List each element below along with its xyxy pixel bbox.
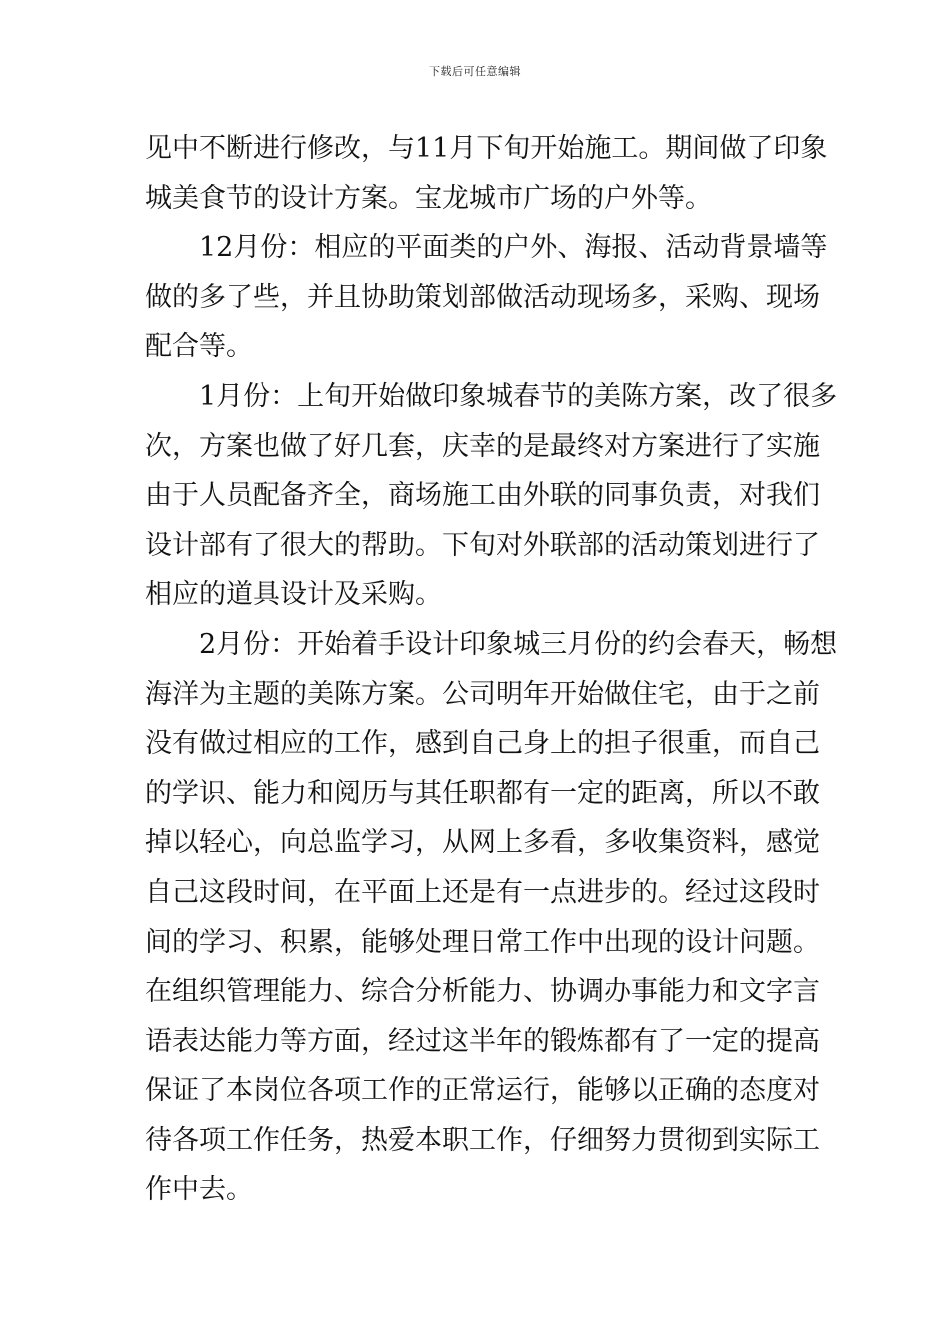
text-line: 保证了本岗位各项工作的正常运行，能够以正确的态度对: [145, 1075, 820, 1107]
text-line: 语表达能力等方面，经过这半年的锻炼都有了一定的提高: [145, 1025, 820, 1057]
text-line: 做的多了些，并且协助策划部做活动现场多，采购、现场: [145, 281, 820, 313]
text-line: 待各项工作任务，热爱本职工作，仔细努力贯彻到实际工: [145, 1124, 820, 1156]
paragraph-start-line: 12月份：相应的平面类的户外、海报、活动背景墙等: [199, 232, 828, 264]
paragraph-start-line: 2月份：开始着手设计印象城三月份的约会春天，畅想: [199, 628, 838, 660]
text-line: 由于人员配备齐全，商场施工由外联的同事负责，对我们: [145, 480, 820, 512]
page-header: 下载后可任意编辑: [429, 65, 521, 78]
text-line: 次，方案也做了好几套，庆幸的是最终对方案进行了实施: [145, 430, 820, 462]
text-line: 城美食节的设计方案。宝龙城市广场的户外等。: [145, 182, 712, 214]
text-line: 配合等。: [145, 331, 253, 363]
text-line: 相应的道具设计及采购。: [145, 579, 442, 611]
text-line: 间的学习、积累，能够处理日常工作中出现的设计问题。: [145, 926, 820, 958]
text-line: 没有做过相应的工作，感到自己身上的担子很重，而自己: [145, 728, 820, 760]
text-line: 掉以轻心，向总监学习，从网上多看，多收集资料，感觉: [145, 827, 820, 859]
text-line: 自己这段时间，在平面上还是有一点进步的。经过这段时: [145, 876, 820, 908]
text-line: 见中不断进行修改，与11月下旬开始施工。期间做了印象: [145, 133, 828, 164]
text-line: 设计部有了很大的帮助。下旬对外联部的活动策划进行了: [145, 529, 820, 561]
text-line: 海洋为主题的美陈方案。公司明年开始做住宅，由于之前: [145, 678, 820, 710]
text-line: 在组织管理能力、综合分析能力、协调办事能力和文字言: [145, 976, 820, 1008]
paragraph-start-line: 1月份：上旬开始做印象城春节的美陈方案，改了很多: [199, 380, 838, 412]
document-body: [145, 124, 838, 1215]
text-line: 作中去。: [145, 1174, 253, 1206]
text-line: 的学识、能力和阅历与其任职都有一定的距离，所以不敢: [145, 777, 820, 809]
